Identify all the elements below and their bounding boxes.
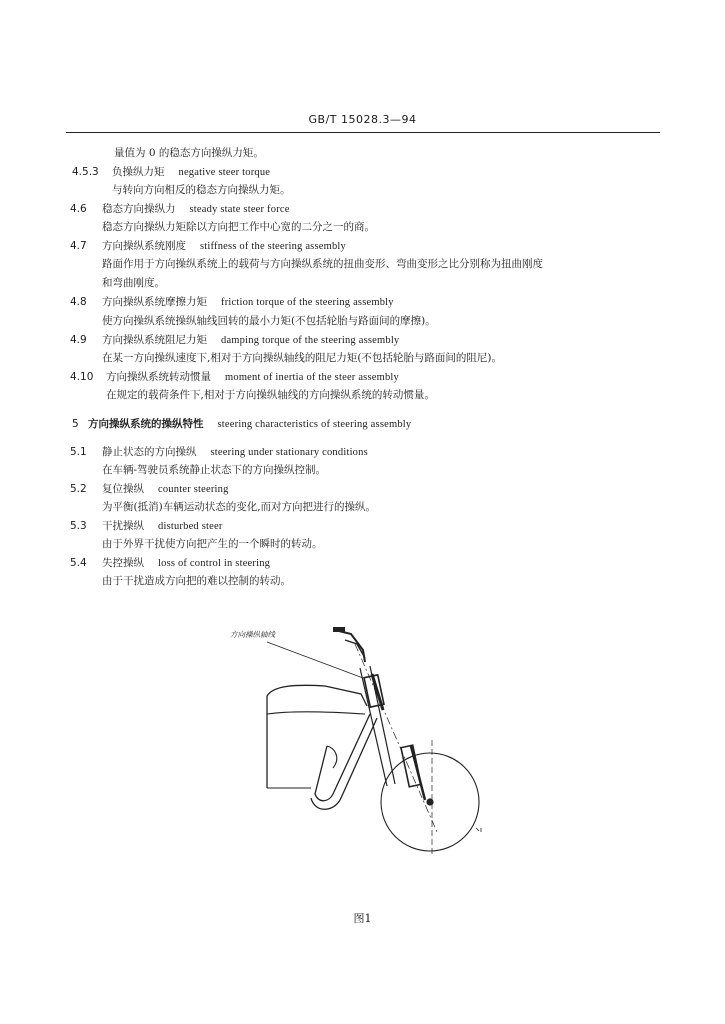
clause-number: 5.3	[70, 520, 87, 532]
text-line	[102, 500, 376, 514]
clause-heading	[102, 333, 399, 348]
line-zh: 在某一方向操纵速度下,相对于方向操纵轴线的阻尼力矩(不包括轮胎与路面间的阻尼)。	[102, 352, 503, 364]
section-heading	[88, 417, 411, 432]
clause-number: 5.4	[70, 557, 87, 569]
header-rule	[66, 132, 660, 133]
term-en: negative steer torque	[178, 167, 271, 178]
clause-heading	[102, 239, 346, 254]
term-zh: 方向操纵系统转动惯量	[106, 371, 211, 383]
clause-heading	[112, 165, 270, 180]
term-zh: 失控操纵	[102, 557, 144, 569]
section-title-zh: 方向操纵系统的操纵特性	[88, 418, 204, 430]
text-line	[112, 183, 291, 197]
term-zh: 负操纵力矩	[112, 166, 165, 178]
clause-heading	[102, 482, 229, 497]
text-line	[106, 388, 435, 402]
line-zh: 在规定的载荷条件下,相对于方向操纵轴线的方向操纵系统的转动惯量。	[106, 389, 435, 401]
line-zh: 为平衡(抵消)车辆运动状态的变化,而对方向把进行的操纵。	[102, 501, 377, 513]
term-zh: 干扰操纵	[102, 520, 144, 532]
line-zh: 路面作用于方向操纵系统上的载荷与方向操纵系统的扭曲变形、弯曲变形之比分别称为扭曲刚度	[102, 258, 543, 270]
clause-heading	[102, 519, 223, 534]
fork-slider	[401, 745, 421, 787]
handlebar-grip	[333, 627, 345, 632]
text-line	[102, 314, 436, 328]
clause-heading	[102, 295, 394, 310]
line-zh: 由于外界干扰使方向把产生的一个瞬时的转动。	[102, 538, 323, 550]
term-zh: 复位操纵	[102, 483, 144, 495]
clause-heading	[106, 370, 399, 385]
text-line	[114, 146, 264, 160]
term-en: damping torque of the steering assembly	[221, 335, 400, 346]
term-en: disturbed steer	[158, 521, 223, 532]
clause-heading	[102, 556, 270, 571]
term-zh: 稳态方向操纵力	[102, 203, 176, 215]
term-en: steering under stationary conditions	[210, 447, 368, 458]
section-number: 5	[72, 418, 79, 430]
text-line	[102, 537, 323, 551]
term-en: loss of control in steering	[158, 558, 271, 569]
clause-number: 4.7	[70, 240, 87, 252]
term-en: counter steering	[158, 484, 229, 495]
text-line	[102, 220, 375, 234]
text-line	[102, 276, 165, 290]
text-line	[102, 351, 502, 365]
line-zh: 量值为 0 的稳态方向操纵力矩。	[114, 147, 264, 159]
line-zh: 由于干扰造成方向把的难以控制的转动。	[102, 575, 291, 587]
line-zh: 使方向操纵系统操纵轴线回转的最小力矩(不包括轮胎与路面间的摩擦)。	[102, 315, 436, 327]
steering-axis-label: 方向操纵轴线	[230, 630, 275, 639]
clause-number: 5.1	[70, 446, 87, 458]
text-line	[102, 257, 543, 271]
frame-tube	[315, 714, 370, 801]
line-zh: 与转向方向相反的稳态方向操纵力矩。	[112, 184, 291, 196]
term-zh: 方向操纵系统摩擦力矩	[102, 296, 207, 308]
term-zh: 方向操纵系统阻尼力矩	[102, 334, 207, 346]
text-line	[102, 574, 291, 588]
handlebar	[335, 630, 365, 662]
clause-number: 4.9	[70, 334, 87, 346]
clause-number: 4.10	[70, 371, 94, 383]
term-en: moment of inertia of the steer assembly	[225, 372, 400, 383]
term-zh: 方向操纵系统刚度	[102, 240, 186, 252]
term-en: stiffness of the steering assembly	[200, 241, 346, 252]
clause-number: 4.6	[70, 203, 87, 215]
clause-number: 4.8	[70, 296, 87, 308]
clause-number: 5.2	[70, 483, 87, 495]
fuel-tank	[267, 685, 367, 706]
clause-number: 4.5.3	[72, 166, 99, 178]
line-zh: 在车辆-驾驶员系统静止状态下的方向操纵控制。	[102, 464, 327, 476]
clause-heading	[102, 445, 368, 460]
section-title-en: steering characteristics of steering assembly	[217, 419, 412, 430]
leader-line	[267, 642, 363, 678]
figure-caption: 图1	[353, 912, 372, 925]
term-en: steady state steer force	[189, 204, 290, 215]
term-en: friction torque of the steering assembly	[221, 297, 394, 308]
motorcycle-steering-figure	[215, 618, 515, 888]
term-zh: 静止状态的方向操纵	[102, 446, 197, 458]
standard-number-header: GB/T 15028.3—94	[308, 113, 417, 126]
line-zh: 和弯曲刚度。	[102, 277, 165, 289]
clause-heading	[102, 202, 290, 217]
line-zh: 稳态方向操纵力矩除以方向把工作中心宽的二分之一的商。	[102, 221, 375, 233]
text-line	[102, 463, 326, 477]
